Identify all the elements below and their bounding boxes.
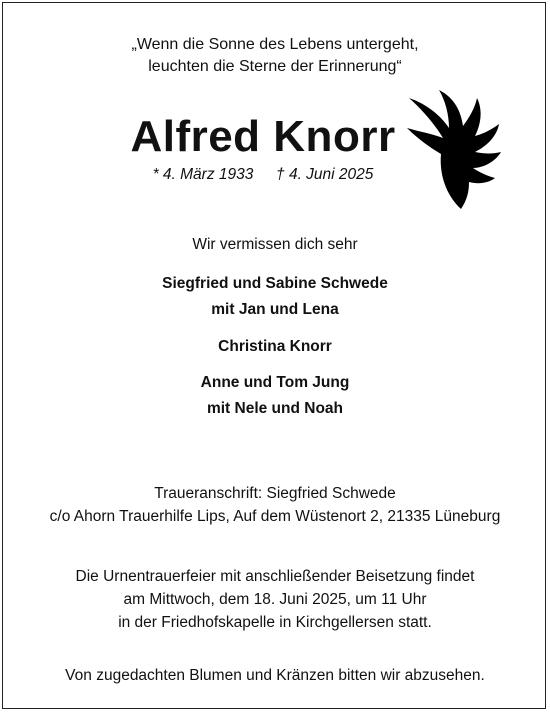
family-3-line-2: mit Nele und Noah [206,400,344,417]
address-line-1: Traueranschrift: Siegfried Schwede [154,485,396,502]
ceremony-line-2: am Mittwoch, dem 18. Juni 2025, um 11 Uhr [123,591,427,608]
birth-date: * 4. März 1933 [152,166,254,183]
lead-text: Wir vermissen dich sehr [192,236,358,253]
death-date: † 4. Juni 2025 [276,166,374,183]
deceased-name: Alfred Knorr [130,112,396,161]
quote-line-1: „Wenn die Sonne des Lebens untergeht, [131,36,419,53]
family-1-line-1: Siegfried und Sabine Schwede [162,275,388,292]
quote-line-2: leuchten die Sterne der Erinnerung“ [148,58,402,75]
family-2-line-1: Christina Knorr [218,338,332,355]
closing-note: Von zugedachten Blumen und Kränzen bitten wir abzusehen. [65,667,485,684]
ceremony-line-3: in der Friedhofskapelle in Kirchgellersen statt. [118,614,432,631]
ceremony-line-1: Die Urnentrauerfeier mit anschließender Beisetzung findet [75,568,475,585]
family-1-line-2: mit Jan und Lena [211,301,339,318]
family-3-line-1: Anne und Tom Jung [200,374,350,391]
antler-icon [403,88,503,210]
address-line-2: c/o Ahorn Trauerhilfe Lips, Auf dem Wüstenort 2, 21335 Lüneburg [49,508,501,525]
